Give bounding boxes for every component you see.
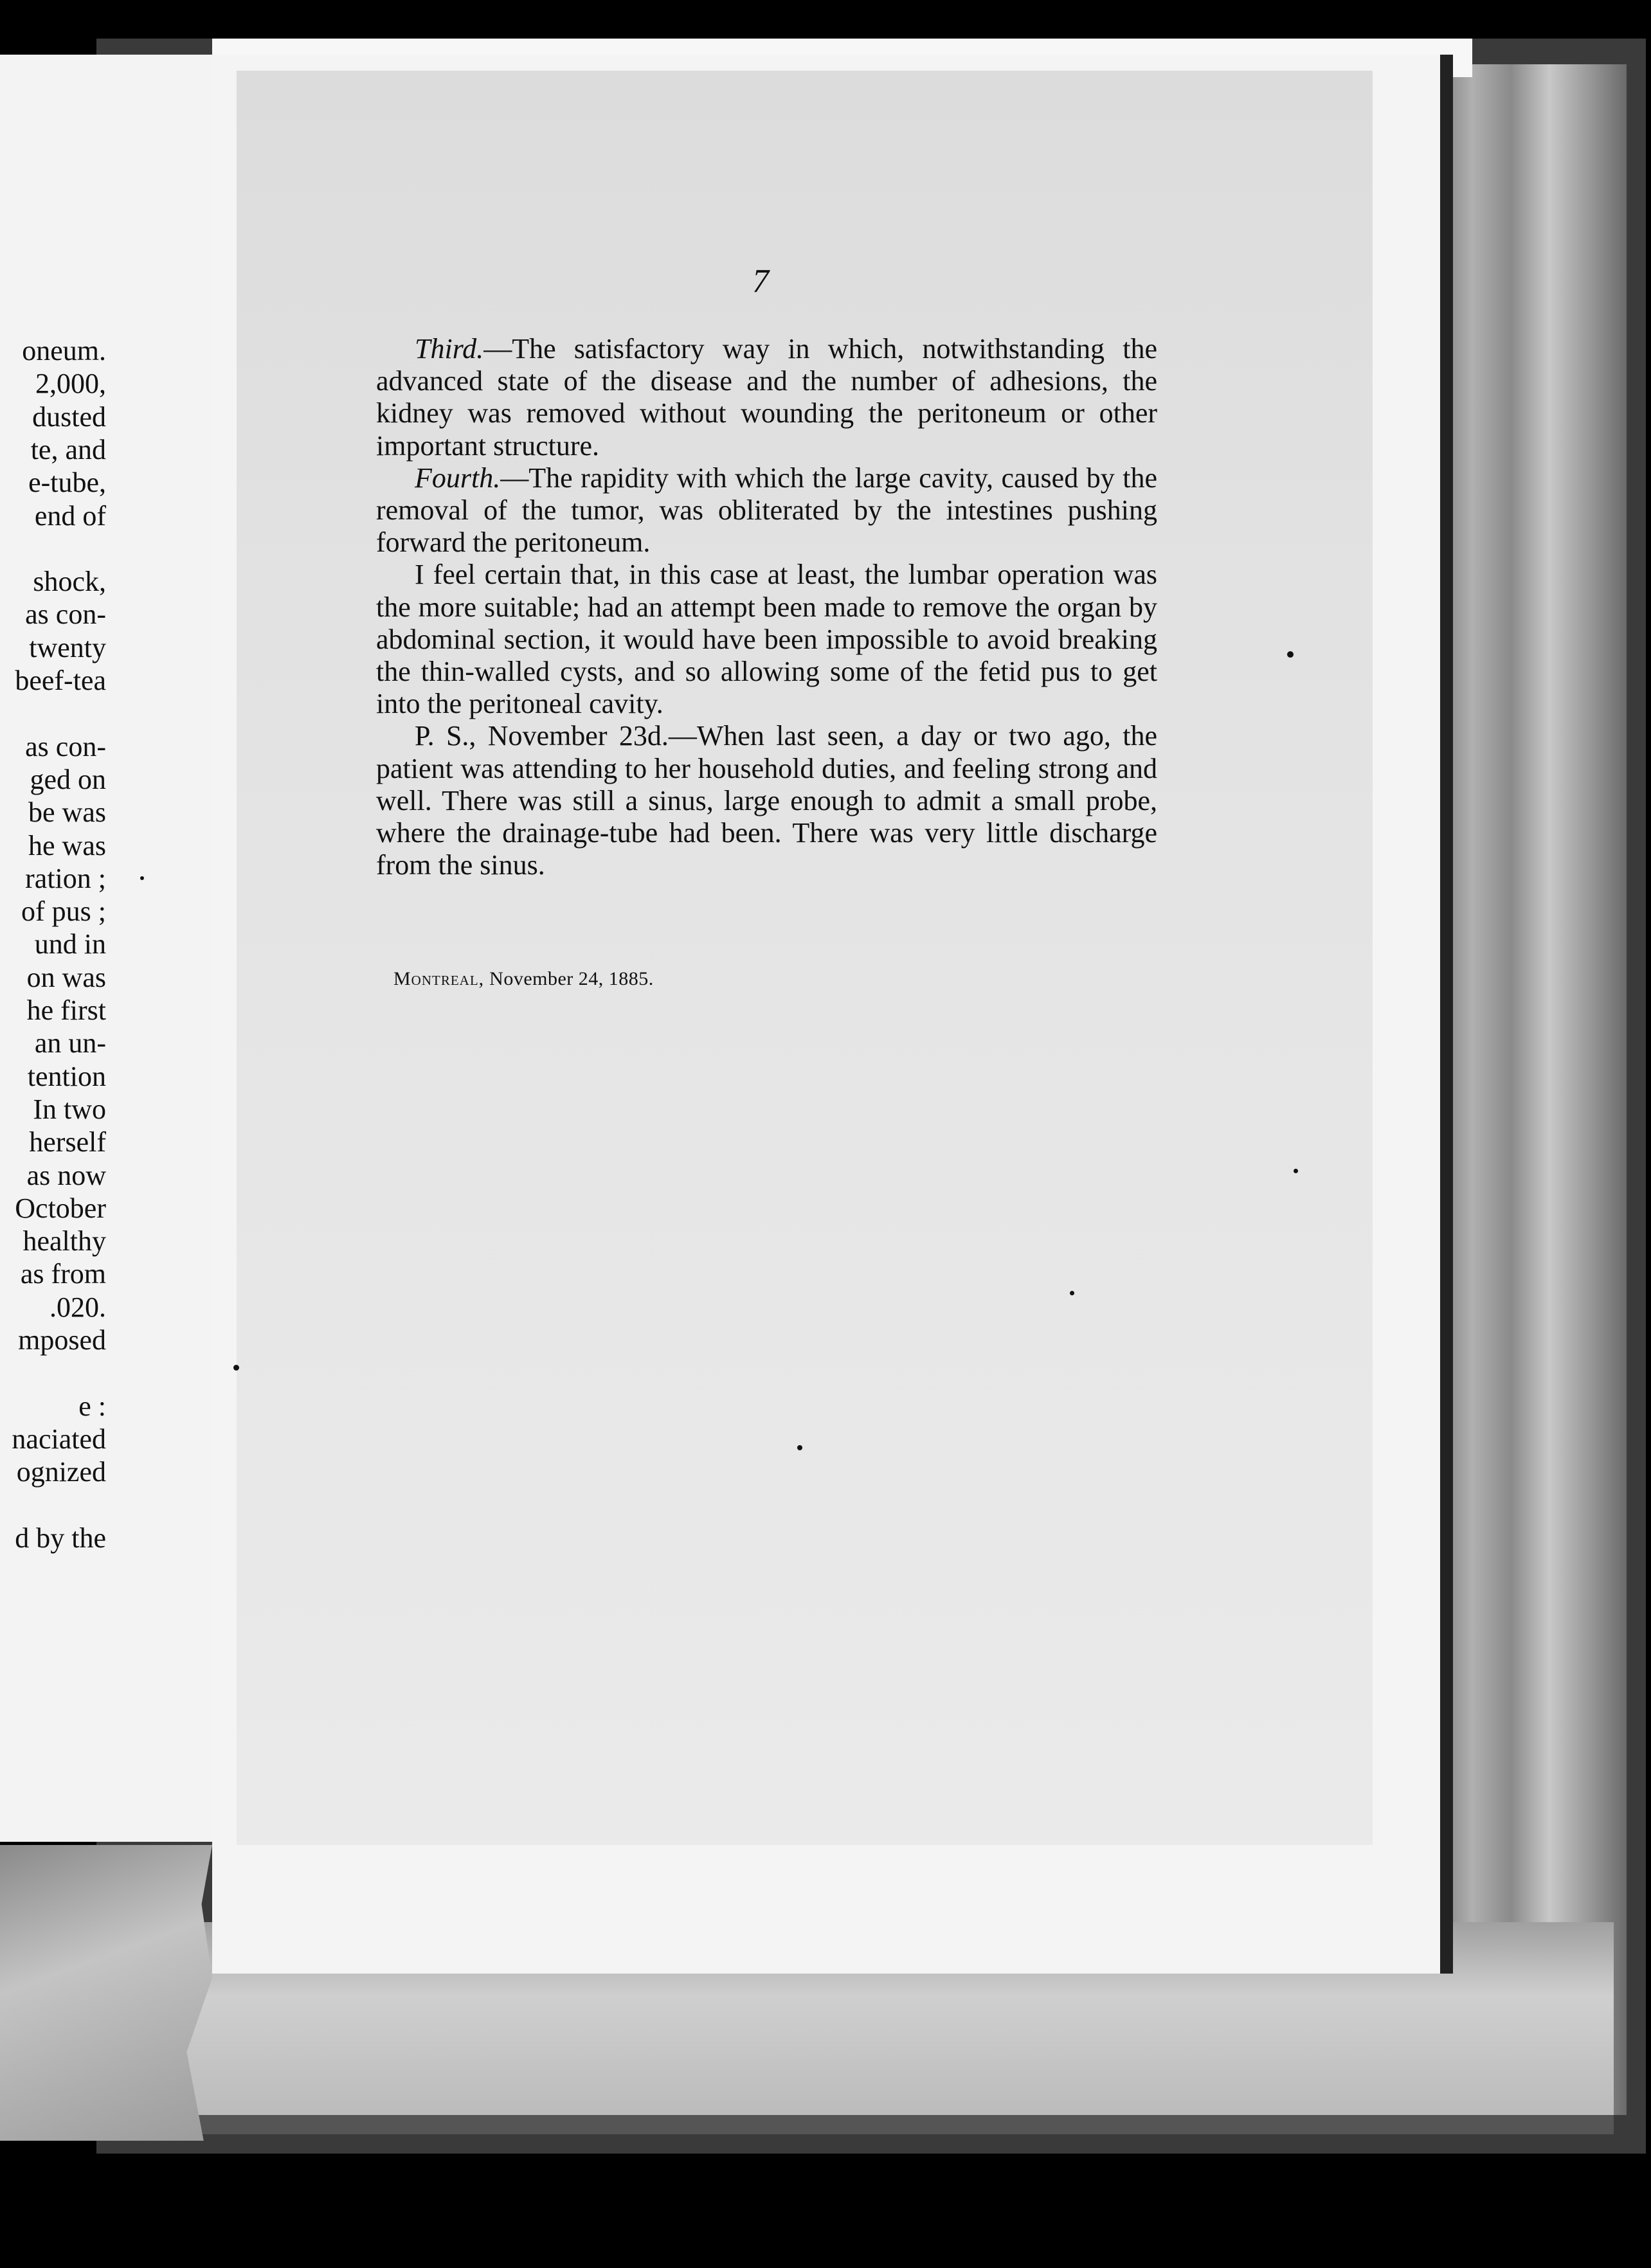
previous-page-line: of pus ;	[21, 896, 106, 928]
book-board-edge	[180, 2115, 1614, 2134]
previous-page-line: 2,000,	[35, 368, 106, 400]
previous-page-line: tention	[27, 1060, 106, 1092]
previous-page-line: end of	[34, 500, 106, 532]
previous-page-line: he was	[28, 829, 106, 861]
body-text	[376, 333, 1157, 881]
scan-speck	[140, 876, 144, 880]
previous-page-line: as now	[26, 1159, 106, 1191]
previous-page-line: d by the	[15, 1522, 106, 1554]
previous-page-line: oneum.	[22, 335, 106, 366]
previous-page-line: twenty	[29, 631, 106, 663]
paragraph-body: —The satisfactory way in which, notwithstanding the advanced state of the disease and the number of adhesions, the kidney was removed without wounding the peritoneum or other important structure.	[376, 333, 1157, 462]
previous-page-line: ged on	[30, 763, 106, 795]
previous-page-line: October	[15, 1192, 106, 1224]
previous-page-line: as from	[20, 1258, 106, 1290]
scan-speck	[233, 1365, 239, 1371]
torn-page-corner	[0, 1845, 212, 2141]
previous-page-text	[0, 334, 106, 1620]
paragraph-third	[376, 333, 1157, 462]
previous-page-line: shock,	[33, 566, 106, 598]
paragraph-lead: Fourth.	[415, 462, 501, 494]
previous-page-line: he first	[26, 995, 106, 1026]
scan-speck	[1287, 651, 1294, 658]
previous-page-line: mposed	[18, 1324, 106, 1356]
paragraph-conclusion: I feel certain that, in this case at least, the lumbar operation was the more suitable; had an attempt been made to remove the organ by abdominal section, it would have been impossible to avoid breaking the thin-walled cysts, and so allowing some of the fetid pus to get into the peritoneal cavity.	[376, 559, 1157, 720]
previous-page-line: ration ;	[25, 862, 106, 894]
signoff	[393, 968, 654, 990]
scan-speck	[797, 1445, 802, 1450]
paragraph-postscript: P. S., November 23d.—When last seen, a day or two ago, the patient was attending to her household duties, and feeling strong and well. There was still a sinus, large enough to admit a small probe, where the drainage-tube had been. There was very little discharge from the sinus.	[376, 720, 1157, 881]
previous-page-line: e :	[78, 1390, 106, 1422]
previous-page-line: naciated	[12, 1423, 106, 1455]
paragraph-lead: Third.	[415, 333, 484, 364]
previous-page-line: healthy	[23, 1225, 106, 1257]
previous-page-line: dusted	[32, 401, 106, 433]
signoff-date: November 24, 1885.	[484, 968, 654, 989]
previous-page-line: as con-	[25, 598, 106, 631]
signoff-place: Montreal,	[393, 968, 485, 989]
previous-page-line: as con-	[25, 730, 106, 762]
previous-page-line: und in	[34, 928, 106, 960]
scan-speck	[1294, 1169, 1298, 1173]
page-number: 7	[752, 263, 769, 300]
paragraph-fourth	[376, 462, 1157, 559]
previous-page-line: beef-tea	[15, 665, 106, 696]
mount-shadow	[1440, 55, 1453, 1974]
page-edges-right	[1434, 64, 1627, 2115]
previous-page-line: te, and	[30, 433, 106, 465]
previous-page-line: on was	[26, 961, 106, 993]
previous-page-line: an un-	[34, 1027, 106, 1059]
previous-page-line: ognized	[16, 1456, 106, 1488]
previous-page-line: e-tube,	[28, 467, 106, 499]
paragraph-body: —The rapidity with which the large cavity, caused by the removal of the tumor, was obliterated by the intestines pushing forward the peritoneum.	[376, 462, 1157, 559]
previous-page-line: In two	[33, 1093, 106, 1125]
previous-page-line: .020.	[50, 1291, 106, 1323]
previous-page-line: herself	[29, 1126, 106, 1158]
scan-speck	[1070, 1291, 1074, 1295]
previous-page-line: be was	[28, 797, 106, 829]
